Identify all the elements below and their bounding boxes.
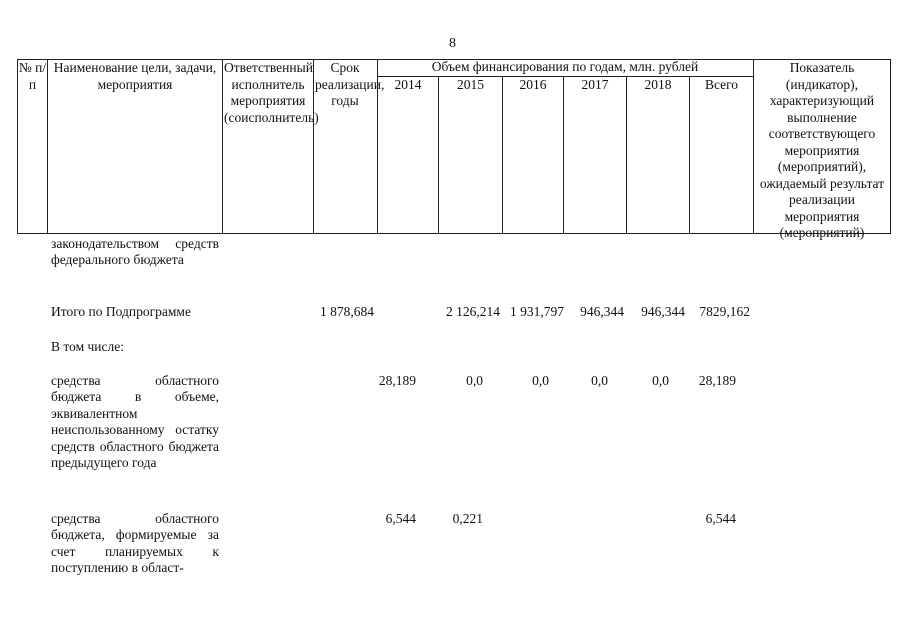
row1-total: 7829,162 [699,304,750,319]
header-num: № п/п [18,60,47,92]
row4-total: 6,544 [705,511,736,526]
row1-2017: 946,344 [580,304,624,319]
header-indicator: Показатель (индикатор), характеризующий выполнение соответствующего мероприятия (мероприятий), ожидаемый результат реализации мероприятия (мероприятий) [759,60,885,240]
border-2014 [438,76,439,233]
header-year-2014: 2014 [394,77,422,92]
row3-2018: 0,0 [652,373,669,388]
row-label-4: средства областного бюджета, формируемые за счет планируемых к поступлению в област- [51,511,219,576]
table-header [17,59,891,240]
row3-2014: 28,189 [378,373,416,388]
border-total [753,59,754,233]
row-label-0: законодательством средств федерального бюджета [51,236,219,268]
border-name [222,59,223,233]
row1-2014: 1 878,684 [320,304,374,319]
header-name: Наименование цели, задачи, мероприятия [53,60,217,92]
header-year-2017: 2017 [581,77,609,92]
row3-2015: 0,0 [466,373,483,388]
header-funding: Объем финансирования по годам, млн. рублей [431,59,699,74]
row-label-1: Итого по Подпрограмме [51,304,191,319]
header-year-2016: 2016 [519,77,547,92]
row1-2016: 1 931,797 [510,304,564,319]
border-2015 [502,76,503,233]
row-label-2: В том числе: [51,339,124,354]
border-right [890,59,891,233]
header-responsible: Ответственный исполнитель мероприятия (соисполнитель) [224,60,319,125]
border-num [47,59,48,233]
row4-2014: 6,544 [385,511,416,526]
row3-total: 28,189 [698,373,736,388]
header-total: Всего [704,77,739,92]
row-label-3: средства областного бюджета в объеме, эквивалентном неиспользованному остатку средств областного бюджета предыдущего года [51,373,219,471]
page-number: 8 [449,36,456,51]
header-year-2018: 2018 [644,77,672,92]
row1-2015: 2 126,214 [446,304,500,319]
border-2016 [563,76,564,233]
border-2017 [626,76,627,233]
row3-2017: 0,0 [591,373,608,388]
border-resp [313,59,314,233]
header-term: Срок реализации, годы [315,60,385,108]
header-year-2015: 2015 [457,77,484,92]
border-2018 [689,76,690,233]
row4-2015: 0,221 [452,511,483,526]
row3-2016: 0,0 [532,373,549,388]
row1-2018: 946,344 [641,304,685,319]
